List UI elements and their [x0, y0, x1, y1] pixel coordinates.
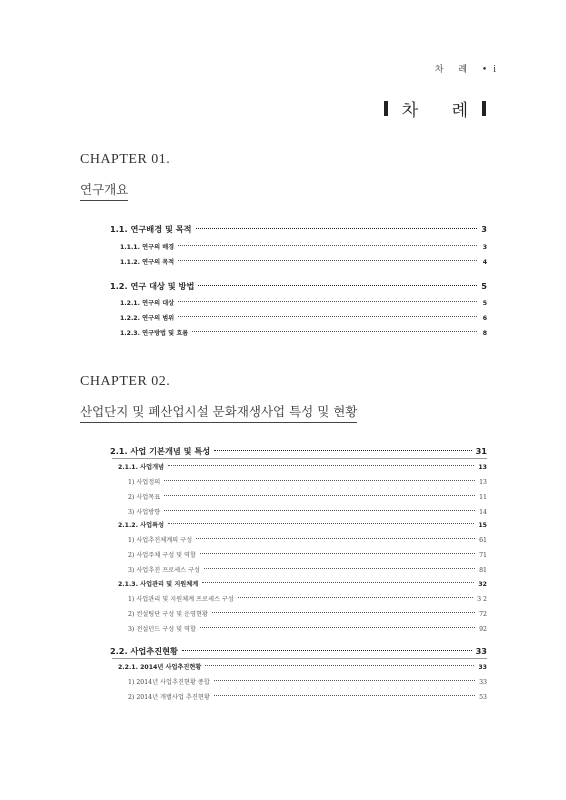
toc-entry-2-1-1[interactable] [118, 462, 487, 471]
leader-dots [202, 582, 474, 583]
leader-dots [214, 680, 475, 681]
toc-entry-label: 1.2.1. 연구의 대상 [120, 300, 175, 307]
toc-entry-1-2[interactable] [110, 281, 487, 292]
toc-entry-2-2-1-2[interactable] [128, 692, 487, 701]
toc-entry-2-1[interactable] [110, 446, 487, 457]
toc-entry-1-1-2[interactable] [120, 257, 487, 266]
toc-entry-page: 33 [478, 664, 487, 671]
toc-entry-2-1-1-3[interactable] [128, 507, 487, 516]
toc-entry-page: 8 [482, 330, 487, 337]
toc-entry-label: 2.1.1. 사업개념 [118, 464, 165, 471]
toc-entry-label: 1) 2014년 사업추진현황 종합 [128, 679, 210, 686]
leader-dots [205, 665, 474, 666]
toc-entry-page: 3 [482, 244, 487, 251]
toc-entry-page: 4 [482, 259, 487, 266]
leader-dots [168, 465, 474, 466]
toc-entry-label: 3) 전설던드 구성 및 역할 [128, 626, 197, 633]
toc-title-text: 차 례 [401, 101, 482, 121]
chapter-1-title: 연구개요 [80, 180, 128, 201]
toc-entry-label: 1) 사업관리 및 지원체계 프로세스 구성 [128, 596, 234, 603]
leader-dots [178, 260, 477, 261]
chapter-2-label: CHAPTER 02. [80, 374, 171, 389]
leader-dots [200, 553, 475, 554]
toc-entry-2-1-1-1[interactable] [128, 477, 487, 486]
toc-entry-2-1-2-3[interactable] [128, 565, 487, 574]
leader-dots [200, 627, 475, 628]
toc-entry-page: 3 [481, 224, 487, 234]
toc-entry-label: 1) 사업추진체계의 구성 [128, 537, 193, 544]
leader-dots [198, 285, 477, 286]
toc-entry-page: 92 [479, 626, 487, 633]
toc-entry-1-2-3[interactable] [120, 328, 487, 337]
toc-entry-2-1-2-2[interactable] [128, 550, 487, 559]
toc-entry-label: 2.2.1. 2014년 사업추진현황 [118, 664, 202, 671]
toc-entry-1-1[interactable] [110, 224, 487, 235]
toc-entry-label: 1.2.3. 연구방법 및 흐름 [120, 330, 189, 337]
toc-entry-2-2-1-1[interactable] [128, 677, 487, 686]
chapter-1-label: CHAPTER 01. [80, 152, 171, 167]
toc-entry-2-1-3-1[interactable] [128, 594, 487, 603]
toc-entry-label: 1.1. 연구배경 및 목적 [110, 224, 192, 234]
toc-entry-2-1-1-2[interactable] [128, 492, 487, 501]
toc-entry-page: 53 [479, 694, 487, 701]
divider [112, 458, 487, 459]
leader-dots [214, 695, 475, 696]
toc-entry-page: 81 [479, 567, 487, 574]
toc-entry-1-1-1[interactable] [120, 242, 487, 251]
leader-dots [178, 301, 477, 302]
toc-entry-2-1-3[interactable] [118, 579, 487, 588]
leader-dots [182, 650, 472, 651]
toc-entry-2-1-2[interactable] [118, 520, 487, 529]
leader-dots [212, 612, 475, 613]
leader-dots [214, 450, 471, 451]
toc-entry-page: 5 [481, 281, 487, 291]
toc-entry-1-2-2[interactable] [120, 313, 487, 322]
toc-entry-2-2-1[interactable] [118, 662, 487, 671]
leader-dots [178, 316, 477, 317]
toc-entry-page: 32 [478, 581, 487, 588]
leader-dots [164, 510, 475, 511]
leader-dots [178, 245, 477, 246]
title-bar-right [482, 101, 486, 116]
leader-dots [168, 523, 474, 524]
toc-entry-page: 11 [479, 494, 487, 501]
toc-entry-page: 72 [479, 611, 487, 618]
leader-dots [204, 568, 475, 569]
toc-entry-page: 71 [479, 552, 487, 559]
toc-entry-label: 2) 2014년 개별사업 추진현황 [128, 694, 210, 701]
toc-entry-2-1-2-1[interactable] [128, 535, 487, 544]
running-head-title: 차 례 [434, 65, 474, 75]
toc-title [384, 96, 486, 121]
toc-entry-label: 2.1.3. 사업관리 및 지원체계 [118, 581, 199, 588]
toc-entry-page: 3 2 [477, 596, 487, 603]
toc-entry-page: 6 [482, 315, 487, 322]
page-number: i [493, 64, 496, 75]
toc-entry-label: 2) 사업목표 [128, 494, 161, 501]
leader-dots [196, 228, 477, 229]
toc-entry-page: 61 [479, 537, 487, 544]
toc-entry-label: 1) 사업정의 [128, 479, 161, 486]
divider [112, 658, 487, 659]
toc-entry-label: 2.2. 사업추진현황 [110, 646, 178, 656]
leader-dots [164, 480, 475, 481]
toc-entry-page: 14 [479, 509, 487, 516]
toc-entry-label: 3) 사업방향 [128, 509, 161, 516]
chapter-2-title: 산업단지 및 폐산업시설 문화재생사업 특성 및 현황 [80, 402, 357, 423]
toc-entry-label: 1.2.2. 연구의 범위 [120, 315, 175, 322]
toc-entry-label: 2) 사업주체 구성 및 역할 [128, 552, 197, 559]
toc-entry-page: 13 [479, 479, 487, 486]
toc-entry-page: 5 [482, 300, 487, 307]
toc-entry-page: 13 [478, 464, 487, 471]
toc-entry-label: 2) 컨설팅단 구성 및 운영현황 [128, 611, 208, 618]
toc-entry-label: 2.1. 사업 기본개념 및 특성 [110, 446, 211, 456]
toc-entry-label: 1.1.1. 연구의 배경 [120, 244, 175, 251]
toc-entry-page: 33 [475, 646, 487, 656]
toc-entry-page: 33 [479, 679, 487, 686]
toc-entry-label: 2.1.2. 사업특성 [118, 522, 165, 529]
leader-dots [164, 495, 475, 496]
toc-entry-label: 3) 사업추진 프로세스 구성 [128, 567, 201, 574]
toc-entry-page: 31 [475, 446, 487, 456]
title-bar-left [384, 101, 388, 116]
toc-entry-label: 1.2. 연구 대상 및 방법 [110, 281, 195, 291]
toc-entry-2-2[interactable] [110, 646, 487, 657]
toc-entry-2-1-3-2[interactable] [128, 609, 487, 618]
toc-entry-1-2-1[interactable] [120, 298, 487, 307]
leader-dots [196, 538, 475, 539]
leader-dots [192, 331, 477, 332]
toc-entry-2-1-3-3[interactable] [128, 624, 487, 633]
running-head-separator: • [481, 65, 494, 75]
running-head [435, 62, 496, 75]
toc-entry-label: 1.1.2. 연구의 목적 [120, 259, 175, 266]
leader-dots [238, 597, 473, 598]
toc-entry-page: 15 [478, 522, 487, 529]
